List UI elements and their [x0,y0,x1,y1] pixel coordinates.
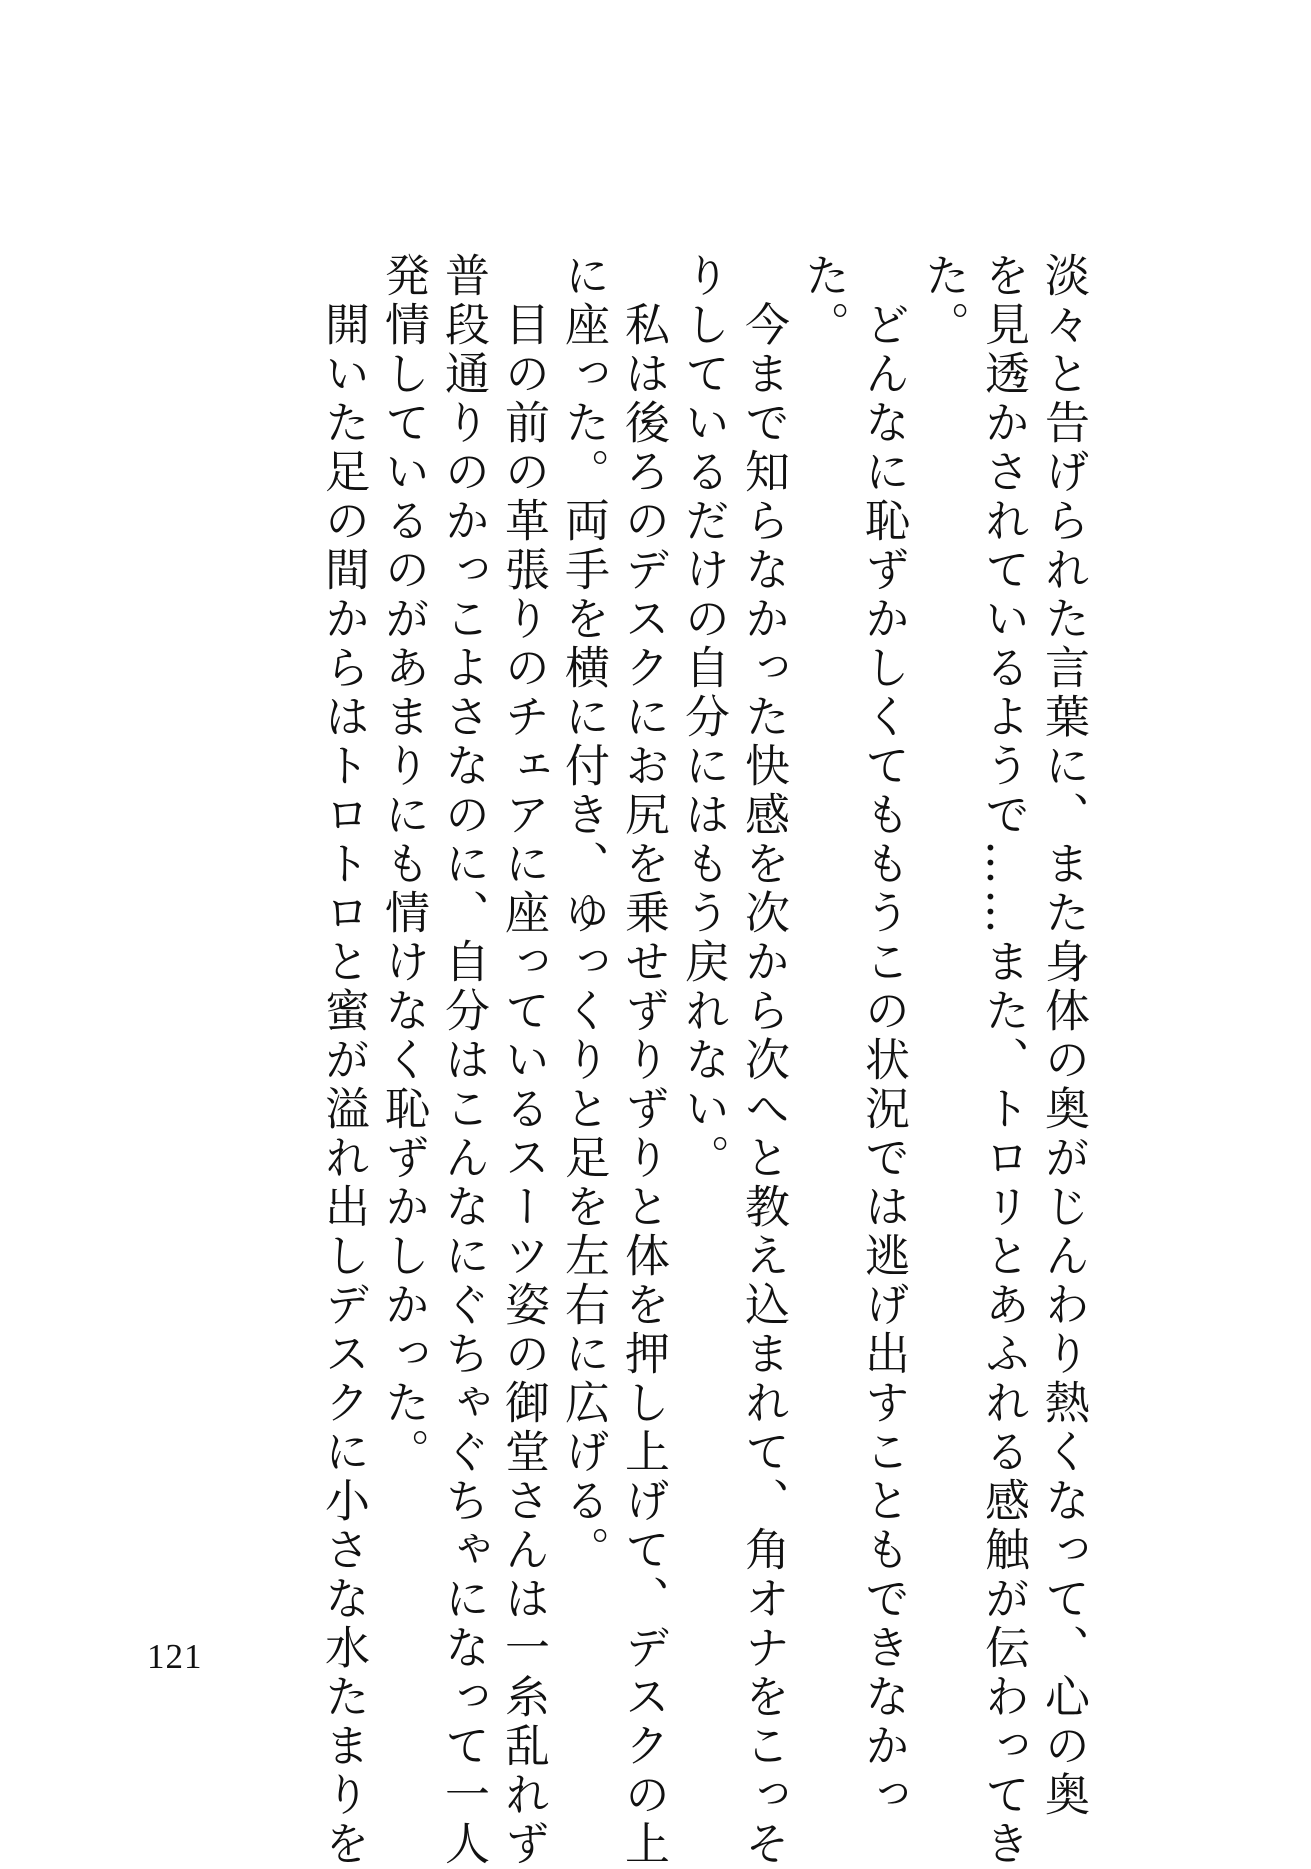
text-line: りしているだけの自分にはもう戻れない。 [677,252,730,1183]
text-line: 私は後ろのデスクにお尻を乗せずりずりと体を押し上げて、デスクの上 [617,252,670,1869]
text-line: 開いた足の間からはトロトロと蜜が溢れ出しデスクに小さな水たまりを [317,252,370,1869]
text-line: た。 [797,252,850,350]
text-line: 淡々と告げられた言葉に、また身体の奥がじんわり熱くなって、心の奥 [1037,252,1090,1820]
body-text [313,252,1093,1869]
text-line: 発情しているのがあまりにも情けなく恥ずかしかった。 [377,252,430,1477]
text-line: に座った。両手を横に付き、ゆっくりと足を左右に広げる。 [557,252,610,1575]
text-line: 普段通りのかっこよさなのに、自分はこんなにぐちゃぐちゃになって一人 [437,252,490,1869]
page-number: 121 [147,1637,203,1676]
text-line: 目の前の革張りのチェアに座っているスーツ姿の御堂さんは一糸乱れず [497,252,550,1869]
text-line: 今まで知らなかった快感を次から次へと教え込まれて、角オナをこっそ [737,252,790,1869]
text-line: どんなに恥ずかしくてももうこの状況では逃げ出すこともできなかっ [857,252,910,1820]
text-line: を見透かされているようで……また、トロリとあふれる感触が伝わってき [977,252,1030,1869]
text-line: た。 [917,252,970,350]
